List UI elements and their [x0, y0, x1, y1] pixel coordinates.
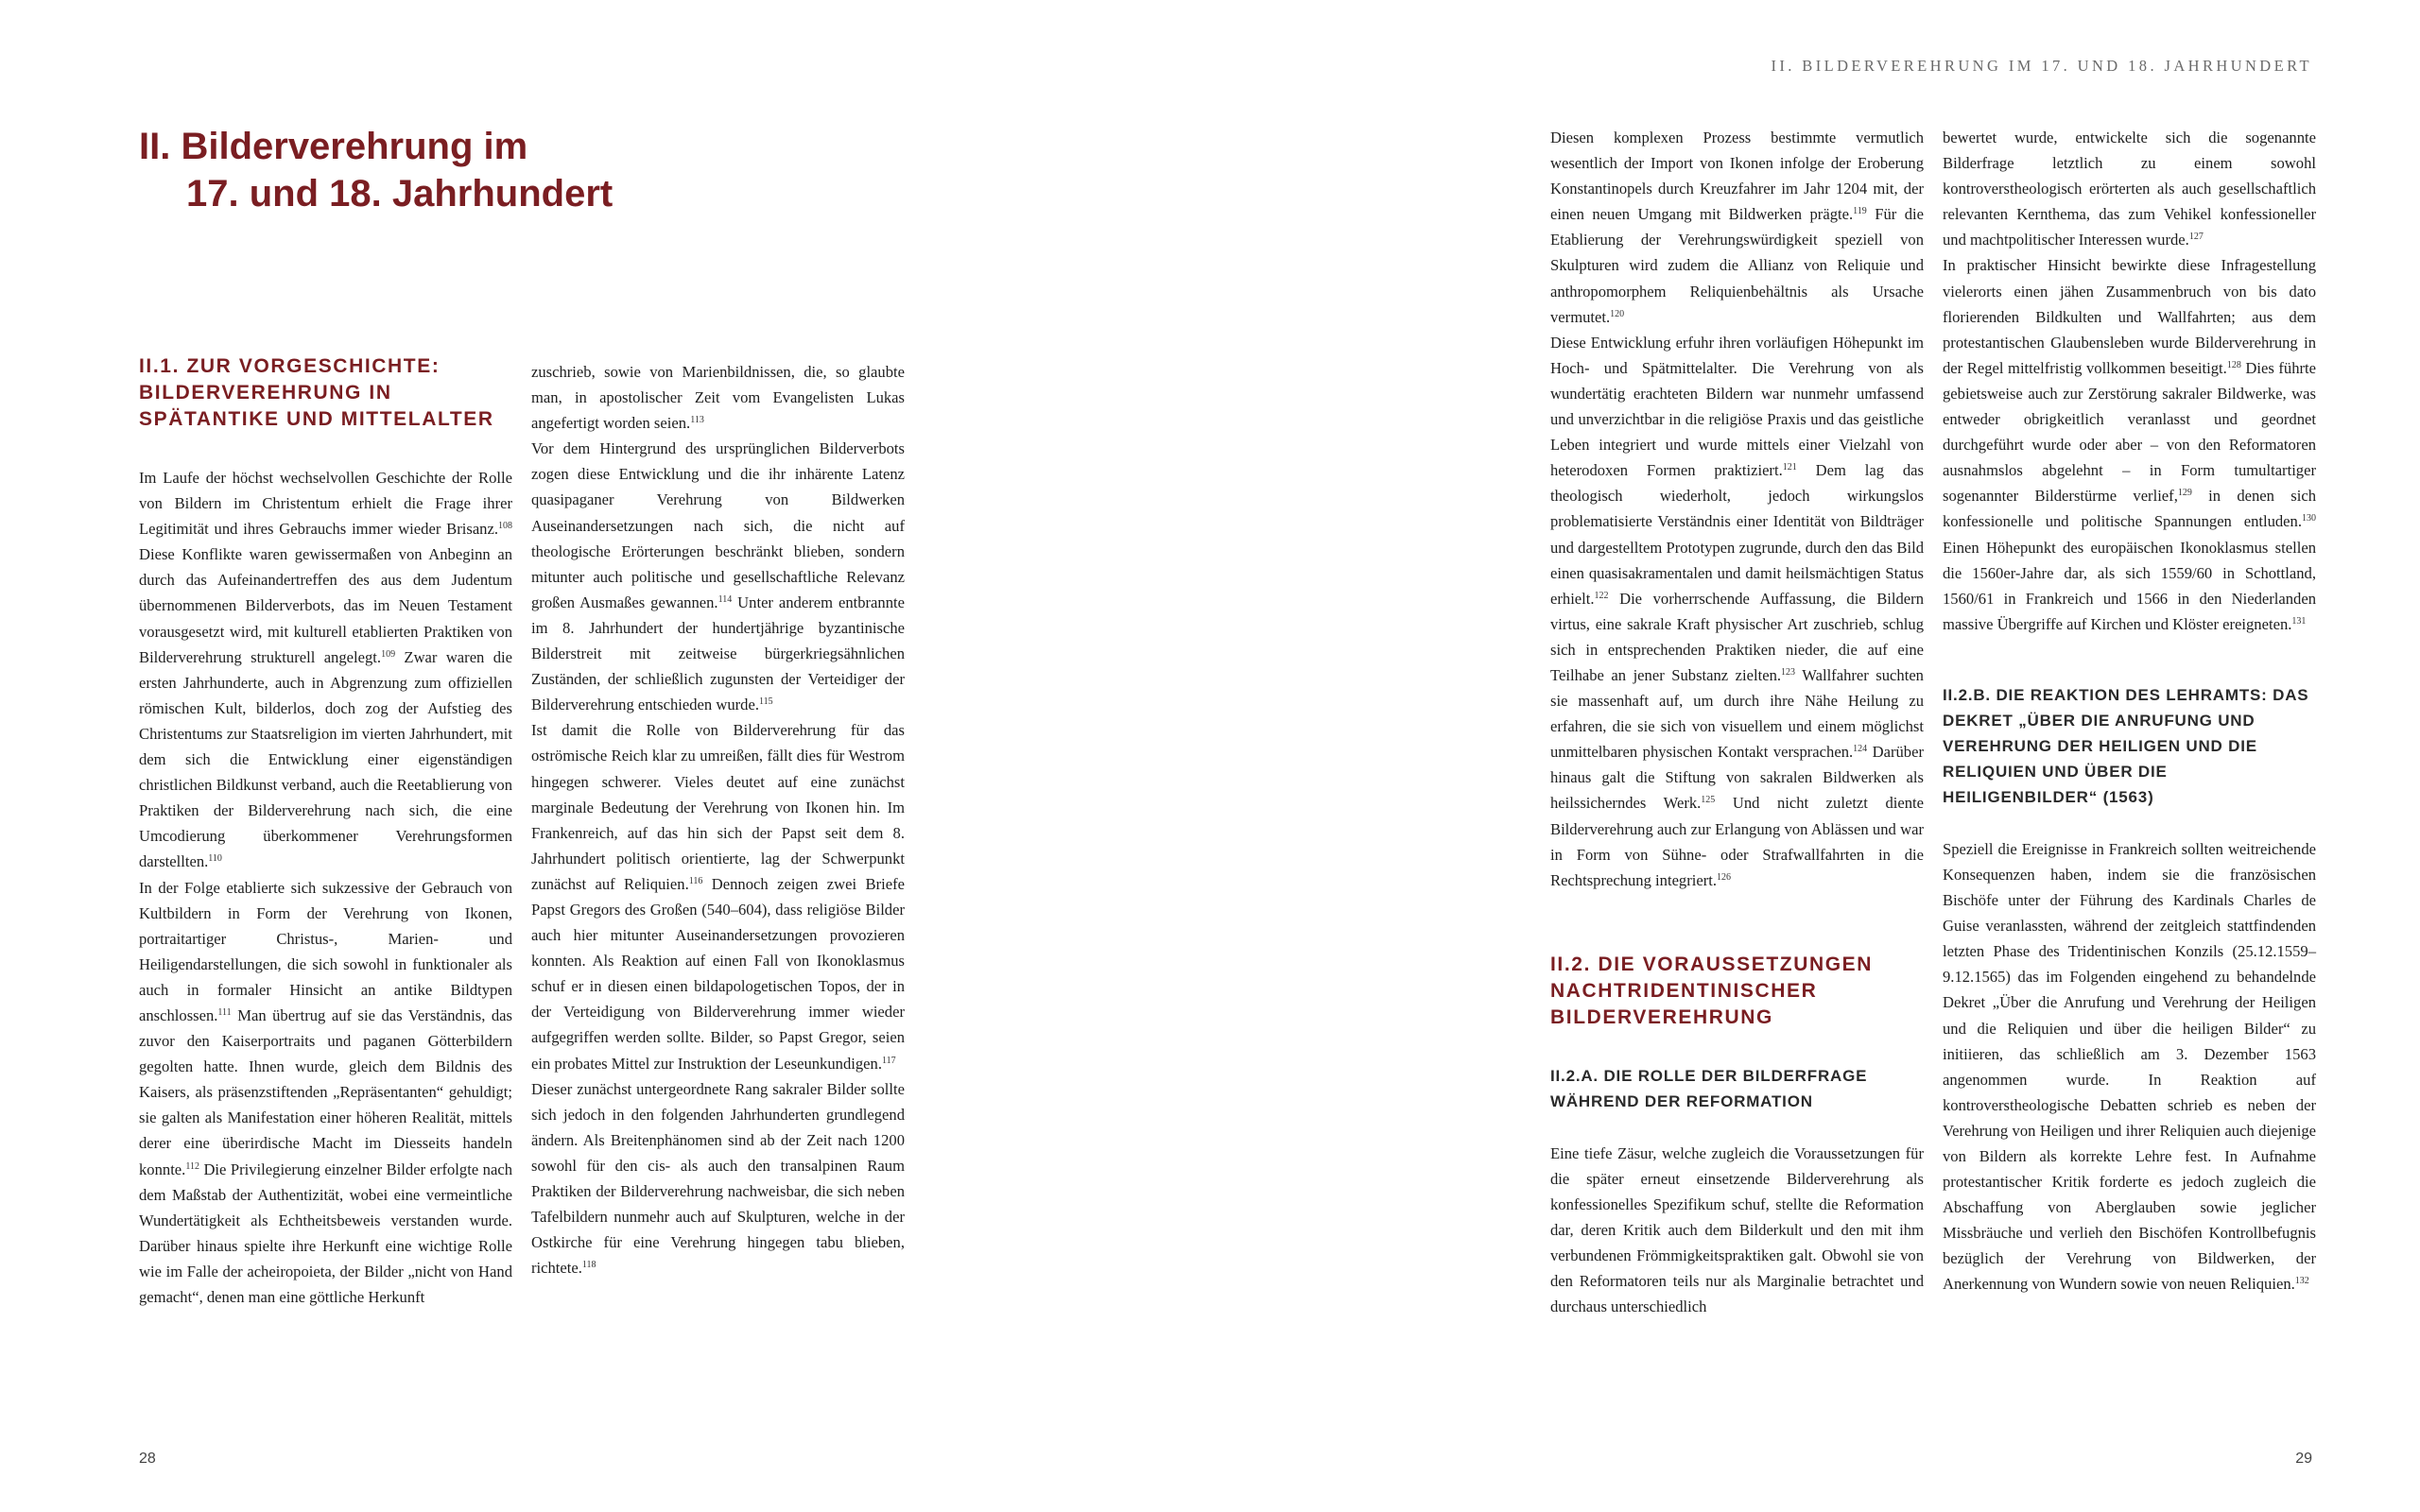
chapter-title-line-2: 17. und 18. Jahrhundert — [186, 173, 614, 215]
body-paragraph: Eine tiefe Zäsur, welche zugleich die Voraussetzungen für die später erneut einsetzende Bilderverehrung als konfessionelles Spezifikum schuf, stellte die Reformation dar, deren Kritik auch dem Bilderkult und den mit ihm verbundenen Frömmigkeitspraktiken galt. Obwohl sie von den Reformatoren teils nur als Marginalie betrachtet und durchaus unterschiedlich — [1550, 1143, 1924, 1316]
footnote-marker[interactable]: 132 — [2294, 1276, 2309, 1287]
text-run: Man übertrug auf sie das Verständnis, das zuvor den Kaiserportraits und paganen Götterbildern gegolten hatte. Ihnen wurde, gleich dem Bildnis des Kaisers, als präsenzstiftenden „Repräsentanten“ gehuldigt; sie galten als Manifestation einer höheren Realität, mittels derer eine überirdische Macht im Diesseits handeln konnte. — [139, 1005, 512, 1178]
section-heading-ii-2: II.2. DIE VORAUSSETZUNGEN NACHTRIDENTINISCHER BILDERVEREHRUNG — [1550, 953, 1874, 1028]
footnote-marker[interactable]: 125 — [1701, 795, 1716, 806]
body-paragraph — [1550, 125, 1924, 330]
body-text — [531, 359, 905, 1280]
text-run: Unter anderem entbrannte im 8. Jahrhundert der hundertjährige byzantinische Bilderstreit mit zeitweise bürgerkriegsähnlichen Zuständen, der schließlich zugunsten der Verteidiger der Bilderverehrung entschieden wurde. — [531, 593, 905, 714]
body-paragraph — [1943, 252, 2316, 636]
text-run: in denen sich konfessionelle und politische Spannungen entluden. — [1943, 487, 2316, 531]
footnote-marker[interactable]: 116 — [688, 875, 703, 886]
text-run: Für die Etablierung der Verehrungswürdigkeit speziell von Skulpturen wird zudem die Allianz von Reliquie und anthropomorphem Reliquienbehältnis als Ursache vermutet. — [1550, 205, 1924, 326]
body-paragraph — [139, 875, 512, 1311]
footnote-marker[interactable]: 113 — [690, 415, 704, 426]
footnote-marker[interactable]: 118 — [581, 1260, 596, 1271]
footnote-marker[interactable]: 130 — [2302, 513, 2316, 524]
text-run: Diesen komplexen Prozess bestimmte vermutlich wesentlich der Import von Ikonen infolge der Eroberung Konstantinopels durch Kreuzfahrer im Jahr 1204 mit, der einen neuen Umgang mit Bildwerken prägte. — [1550, 129, 1924, 224]
chapter-title — [139, 123, 613, 217]
text-run: Dieser zunächst untergeordnete Rang sakraler Bilder sollte sich jedoch in den folgenden Jahrhunderten grundlegend ändern. Als Breitenphänomen sind ab der Zeit nach 1200 sowohl für den cis- als auch den transalpinen Raum Praktiken der Bilderverehrung nachweisbar, die sich neben Tafelbildern nunmehr auch auf Skulpturen, welche in der Ostkirche für eine Verehrung hingegen tabu blieben, richtete. — [531, 1079, 905, 1278]
body-paragraph — [531, 436, 905, 717]
text-run: Ist damit die Rolle von Bilderverehrung für das oströmische Reich klar zu umreißen, fällt dies für Westrom hingegen schwerer. Vieles deutet auf eine zunächst marginale Bedeutung der Verehrung von Ikonen hin. Im Frankenreich, auf das hin sich der Papst seit dem 8. Jahrhundert politisch orientierte, lag der Schwerpunkt zunächst auf Reliquien. — [531, 721, 905, 893]
footnote-marker[interactable]: 123 — [1781, 666, 1796, 678]
right-page-column-2 — [1943, 125, 2316, 1297]
chapter-title-line-1: II. Bilderverehrung im — [139, 126, 528, 167]
footnote-marker[interactable]: 129 — [2177, 488, 2192, 499]
footnote-marker[interactable]: 121 — [1782, 462, 1797, 473]
text-run: Dennoch zeigen zwei Briefe Papst Gregors des Großen (540–604), dass religiöse Bilder auch hier mitunter Auseinandersetzungen provozieren konnten. Als Reaktion auf einen Fall von Ikonoklasmus schuf er in diesen einen bildapologetischen Topos, der in der Verteidigung von Bilderverehrung immer wieder aufgegriffen werden sollte. Bilder, so Papst Gregor, seien ein probates Mittel zur Instruktion der Leseunkundigen. — [531, 874, 905, 1073]
footnote-marker[interactable]: 119 — [1853, 206, 1867, 217]
body-paragraph — [531, 717, 905, 1075]
section-heading-ii-1: II.1. ZUR VORGESCHICHTE: BILDERVEREHRUNG IN SPÄTANTIKE UND MITTELALTER — [139, 355, 494, 430]
right-page-column-1 — [1550, 125, 1924, 1319]
footnote-marker[interactable]: 128 — [2226, 359, 2241, 370]
body-paragraph — [139, 465, 512, 875]
subsection-heading-ii-2-b: II.2.B. DIE REAKTION DES LEHRAMTS: DAS DEKRET „ÜBER DIE ANRUFUNG UND VEREHRUNG DER HEILIGEN UND DIE RELIQUIEN UND ÜBER DIE HEILIGENBILDER“ (1563) — [1943, 685, 2309, 806]
text-run: Einen Höhepunkt des europäischen Ikonoklasmus stellen die 1560er-Jahre dar, als sich 1559/60 in Schottland, 1560/61 in Frankreich und 1566 in den Niederlanden massive Übergriffe auf Kirchen und Klöster ereigneten. — [1943, 538, 2316, 633]
page-number-left: 28 — [139, 1451, 156, 1467]
text-run: Die vorherrschende Auffassung, die Bildern virtus, eine sakrale Kraft physischer Art zuschrieb, schlug sich in entsprechenden Praktiken nieder, die auf eine Teilhabe an jener Substanz zielten. — [1550, 589, 1924, 684]
text-run: Im Laufe der höchst wechselvollen Geschichte der Rolle von Bildern im Christentum erhielt die Frage ihrer Legitimität und ihres Gebrauchs immer wieder Brisanz. — [139, 469, 512, 539]
body-text — [1550, 125, 1924, 893]
body-text — [1943, 125, 2316, 637]
footnote-marker[interactable]: 120 — [1610, 308, 1625, 319]
text-run: Speziell die Ereignisse in Frankreich sollten weitreichende Konsequenzen haben, indem sie die französischen Bischöfe unter der Führung des Kardinals Charles de Guise veranlassten, während der zeitgleich stattfindenden letzten Phase des Tridentinischen Konzils (25.12.1559–9.12.1565) das im Folgenden eingehend zu behandelnde Dekret „Über die Anrufung und Verehrung der Heiligen und die Reliquien und über die heiligen Bilder“ zu initiieren, das schließlich am 3. Dezember 1563 angenommen wurde. In Reaktion auf kontroverstheologische Debatten schrieb es neben der Verehrung von Heiligen und ihrer Reliquien auch diejenige von Bildern als korrekte Lehre fest. In Aufnahme protestantischer Kritik forderte es jedoch zugleich die Abschaffung von Aberglauben sowie jeglicher Missbräuche und verlieh den Bischöfen Kontrollbefugnis bezüglich der Verehrung von Bildwerken, der Anerkennung von Wundern sowie von neuen Reliquien. — [1943, 839, 2316, 1294]
left-page-column-2 — [531, 359, 905, 1280]
body-text — [1943, 836, 2316, 1297]
footnote-marker[interactable]: 127 — [2188, 232, 2204, 243]
footnote-marker[interactable]: 109 — [381, 648, 396, 660]
right-page — [1210, 0, 2420, 1512]
footnote-marker[interactable]: 124 — [1853, 744, 1868, 755]
left-page-column-1 — [139, 353, 512, 1310]
text-run: Und nicht zuletzt diente Bilderverehrung auch zur Erlangung von Ablässen und war in Form von Sühne- oder Strafwallfahrten in die Rechtsprechung integriert. — [1550, 794, 1924, 889]
footnote-marker[interactable]: 110 — [208, 853, 222, 865]
text-run: Dies führte gebietsweise auch zur Zerstörung sakraler Bildwerke, was entweder obrigkeitlich veranlasst und geordnet durchgeführt wurde oder aber – von den Reformatoren ausnahmslos abgelehnt – in Form tumultartiger sogenannter Bilderstürme verlief, — [1943, 358, 2317, 506]
text-run: Diese Konflikte waren gewissermaßen von Anbeginn an durch das Aufeinandertreffen des aus dem Judentum übernommenen Bilderverbots, das im Neuen Testament vorausgesetzt wird, mit kulturell etablierten Praktiken von Bilderverehrung strukturell angelegt. — [139, 545, 512, 666]
text-run: zuschrieb, sowie von Marienbildnissen, die, so glaubte man, in apostolischer Zeit vom Evangelisten Lukas angefertigt worden seien. — [531, 363, 905, 433]
footnote-marker[interactable]: 111 — [217, 1006, 232, 1018]
body-text — [139, 465, 512, 1310]
text-run: Dem lag das theologisch wiederholt, jedoch wirkungslos problematisierte Verständnis einer Identität von Bildträger und dargestelltem Prototypen zugrunde, durch den das Bild einen quasisakramentalen und damit heilsmächtigen Status erhielt. — [1550, 461, 1924, 608]
footnote-marker[interactable]: 117 — [881, 1055, 896, 1066]
footnote-marker[interactable]: 115 — [758, 696, 773, 708]
running-header: II. BILDERVEREHRUNG IM 17. UND 18. JAHRHUNDERT — [1771, 57, 2312, 75]
text-run: Zwar waren die ersten Jahrhunderte, auch in Abgrenzung zum offiziellen römischen Kult, bilderlos, doch zog der Aufstieg des Christentums zur Staatsreligion im vierten Jahrhundert, mit dem sich die Entwicklung einer eigenständigen christlichen Bildkunst verband, auch die Reetablierung von Praktiken der Bilderverehrung nach sich, die eine Umcodierung überkommener Verehrungsformen darstellten. — [139, 647, 513, 871]
body-paragraph — [1550, 330, 1924, 893]
text-run: In praktischer Hinsicht bewirkte diese Infragestellung vielerorts einen jähen Zusammenbruch von bis dato florierenden Bildkulten und Wallfahrten; aus dem protestantischen Glaubensleben wurde Bilderverehrung in der Regel mittelfristig vollkommen beseitigt. — [1943, 256, 2316, 377]
footnote-marker[interactable]: 114 — [717, 593, 733, 605]
page-number-right: 29 — [2295, 1451, 2312, 1467]
footnote-marker[interactable]: 126 — [1717, 871, 1732, 883]
body-paragraph — [1943, 836, 2316, 1297]
text-run: Darüber hinaus galt die Stiftung von sakralen Bildwerken als heilssicherndes Werk. — [1550, 743, 1924, 813]
body-paragraph — [531, 1076, 905, 1281]
footnote-marker[interactable]: 108 — [498, 521, 512, 532]
text-run: Wallfahrer suchten sie massenhaft auf, um durch ihre Nähe Heilung zu erfahren, die sie sich von visuellem und einem möglichst unmittelbaren physischen Kontakt versprachen. — [1550, 665, 1924, 762]
text-run: bewertet wurde, entwickelte sich die sogenannte Bilderfrage letztlich zu einem sowohl kontroverstheologisch erörterten als auch gesellschaftlich relevanten Kernthema, das zum Vehikel konfessioneller und machtpolitischer Interessen wurde. — [1943, 129, 2316, 249]
subsection-heading-ii-2-a: II.2.A. DIE ROLLE DER BILDERFRAGE WÄHREND DER REFORMATION — [1550, 1066, 1868, 1110]
text-run: Die Privilegierung einzelner Bilder erfolgte nach dem Maßstab der Authentizität, wobei eine vermeintliche Wundertätigkeit als Echtheitsbeweis verstanden wurde. Darüber hinaus spielte ihre Herkunft eine wichtige Rolle wie im Falle der acheiropoieta, der Bilder „nicht von Hand gemacht“, denen man eine göttliche Herkunft — [139, 1160, 512, 1306]
footnote-marker[interactable]: 122 — [1594, 590, 1609, 601]
footnote-marker[interactable]: 131 — [2291, 615, 2307, 627]
body-paragraph — [1943, 125, 2316, 252]
footnote-marker[interactable]: 112 — [185, 1160, 199, 1172]
text-run: Diese Entwicklung erfuhr ihren vorläufigen Höhepunkt im Hoch- und Spätmittelalter. Die Verehrung von als wundertätig erachteten Bildern war nunmehr umfassend und unverzichtbar in die religiöse Praxis und das geistliche Leben integriert und wurde mittels einer Vielzahl von heterodoxen Formen praktiziert. — [1550, 333, 1924, 480]
body-paragraph — [531, 359, 905, 436]
text-run: Vor dem Hintergrund des ursprünglichen Bilderverbots zogen diese Entwicklung und die ihr inhärente Latenz quasipaganer Verehrung von Bildwerken Auseinandersetzungen nach sich, die nicht auf theologische Erörterungen beschränkt blieben, sondern mitunter auch politische und gesellschaftliche Relevanz großen Ausmaßes gewannen. — [531, 439, 905, 611]
text-run: In der Folge etablierte sich sukzessive der Gebrauch von Kultbildern in Form der Verehrung von Ikonen, portraitartiger Christus-, Marien- und Heiligendarstellungen, die sich sowohl in funktionaler als auch in formaler Hinsicht an antike Bildtypen anschlossen. — [139, 878, 512, 1024]
